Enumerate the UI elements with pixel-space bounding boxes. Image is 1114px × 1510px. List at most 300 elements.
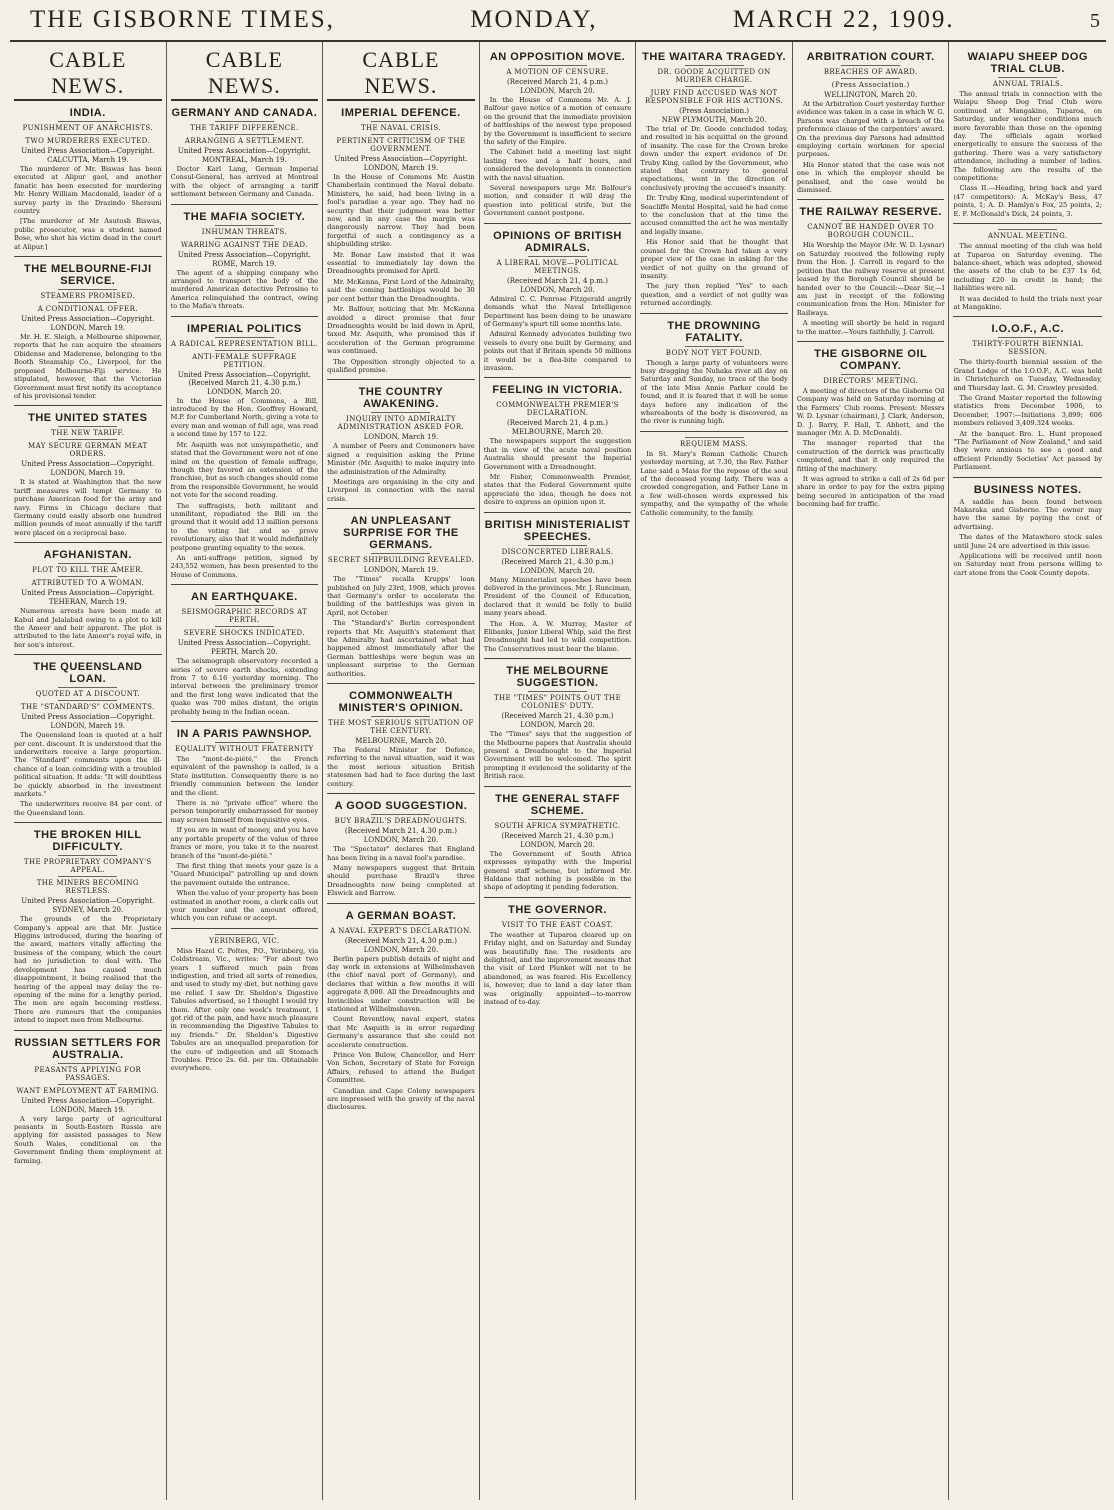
article-paragraph: The "Times" recalls Krupps' loan published on July 23rd, 1908, which proves that Germany's order to accelerate the building of the battleships was given in April, not October. <box>327 575 475 617</box>
divider <box>371 121 430 122</box>
divider <box>371 924 430 925</box>
article-dateline: LONDON, March 20. <box>363 836 439 845</box>
divider <box>685 437 744 438</box>
article-separator <box>171 584 319 585</box>
article-separator <box>171 928 319 929</box>
article-subheading: ANTI-FEMALE SUFFRAGE PETITION. <box>192 352 297 369</box>
article-paragraph: Mr. McKenna, First Lord of the Admiralty, said the coming battleships would be 30 per cent better than the Dreadnoughts. <box>327 277 475 303</box>
article-headline: THE GOVERNOR. <box>508 903 607 916</box>
divider <box>215 121 274 122</box>
article-headline: THE MELBOURNE-FIJI SERVICE. <box>24 263 152 288</box>
article-subheading: DISCONCERTED LIBERALS. <box>501 547 614 556</box>
article-subheading: THE "TIMES" POINTS OUT THE COLONIES' DUTY. <box>493 694 622 711</box>
article-subheading: (Press Association.) <box>831 81 910 89</box>
article-separator <box>327 903 475 904</box>
divider <box>215 238 274 239</box>
article <box>14 661 162 817</box>
article-paragraph: Doctor Karl Lang, German Imperial Consul-General, has arrived at Montreal with the object of arranging a tariff settlement between Germany and Canada. <box>170 165 319 199</box>
article-paragraph: The seismograph observatory recorded a series of severe earth shocks, extending from 7 to 6.16 yesterday morning. The interval between the preliminary tremor and the first long wave indicated that the quake was 700 miles distant, the origin probably being in the Indian ocean. <box>170 657 319 716</box>
article-separator <box>327 793 475 794</box>
article-credit: (Press Association.) <box>679 107 750 115</box>
article-paragraph: The agent of a shipping company who arranged to transport the body of the murdered American detective Petrosino to America relinquished the contract, owing to the Mafia's threats. <box>170 268 319 311</box>
article <box>327 910 475 1112</box>
article-subheading: THE NAVAL CRISIS. <box>360 124 441 132</box>
divider <box>841 65 900 66</box>
divider <box>58 563 117 564</box>
article <box>14 412 162 537</box>
article-separator <box>171 204 319 205</box>
article-paragraph: Numerous arrests have been made at Kabul and Jelalabad owing to a plot to kill the Ameer and heir apparent. The plot is attributed to the late Ameer's royal wife, in her son's interest. <box>14 607 162 649</box>
article-separator <box>953 223 1102 224</box>
article-paragraph: The Federal Minister for Defence, referring to the naval situation, said it was the most serious situation British statesmen had had to face during the last century. <box>327 746 475 788</box>
article-paragraph: The "Times" says that the suggestion of the Melbourne papers that Australia should present a Dreadnought to the Imperial Government will be welcomed. The spirit prompting it evidenced the solidarity of the British race. <box>483 730 632 781</box>
article-dateline: NEW PLYMOUTH, March 20. <box>661 116 767 124</box>
masthead-title: THE GISBORNE TIMES, <box>30 6 335 33</box>
article-headline: THE QUEENSLAND LOAN. <box>33 661 143 686</box>
article-paragraph: The Cabinet held a meeting last night lasting two and a half hours, and considered the developments in connection with the naval situation. <box>483 148 632 182</box>
article <box>953 323 1102 471</box>
article-paragraph: The Hon. A. W. Murray, Master of Elibanks, Junior Liberal Whip, said the first Dreadnought had led to wild competition. The Conservatives must bear the blame. <box>483 619 632 653</box>
article-separator <box>640 313 788 314</box>
article-credit: (Received March 21, 4.30 p.m.) <box>501 831 614 840</box>
article <box>797 51 945 194</box>
article-subheading: PEASANTS APPLYING FOR PASSAGES. <box>34 1065 142 1082</box>
article-paragraph: There is no "private office" where the person temporarily embarrassed for money may screen himself from inquisitive eyes. <box>170 799 319 824</box>
divider <box>528 918 587 919</box>
article-credit: United Press Association—Copyright. <box>334 155 468 163</box>
article-credit: United Press Association—Copyright. <box>21 897 155 906</box>
article <box>171 728 319 923</box>
article-headline: THE UNITED STATES <box>28 412 148 425</box>
article-headline: A GERMAN BOAST. <box>345 909 457 922</box>
article-headline: THE BROKEN HILL DIFFICULTY. <box>33 829 142 854</box>
article-headline: IMPERIAL POLITICS <box>187 322 302 335</box>
article-subheading: THE "STANDARD'S" COMMENTS. <box>20 703 155 712</box>
article-headline: THE GENERAL STAFF SCHEME. <box>495 792 620 817</box>
article-paragraph: An anti-suffrage petition, signed by 243,552 women, has been presented to the House of Commons. <box>170 553 319 579</box>
article-subheading: BODY NOT YET FOUND. <box>665 348 763 357</box>
article-subheading: ARRANGING A SETTLEMENT. <box>184 137 304 145</box>
article-subheading: INQUIRY INTO ADMIRALTY ADMINISTRATION ASKED FOR. <box>337 415 465 432</box>
divider <box>998 229 1057 230</box>
article <box>484 384 632 506</box>
article-paragraph: A saddle has been found between Makaraka and Gisborne. The owner may have the same by paying the cost of advertising. <box>953 497 1103 531</box>
article-paragraph: The Opposition strongly objected to a qualified promise. <box>327 357 475 374</box>
article-paragraph: Mr. H. E. Sleigh, a Melbourne shipowner, reports that he can acquire the steamers Obidense and Maderense, belonging to the Booth Steamship Co., Liverpool, for the proposed Melbourne-Fiji service. He stipulated, however, that the Victorian Government must first notify its acceptance of his provisional tender. <box>14 333 162 400</box>
article-separator <box>484 377 632 378</box>
divider <box>215 605 274 606</box>
article <box>14 1037 162 1165</box>
article-dateline: LONDON, March 20. <box>207 387 282 396</box>
article-subheading: INHUMAN THREATS. <box>201 227 287 236</box>
article-paragraph: His Honor said that he thought that counsel for the Crown had taken a very proper view of the case in asking for the verdict of not guilty on the ground of insanity. <box>640 238 788 280</box>
article <box>953 51 1102 218</box>
article-paragraph: Berlin papers publish details of night and day work in extensions at Wilhelmshaven (the chief naval port of Germany), and declares that within a few months it will aggregate 8,000. All the Dreadnoughts and Invincibles under construction will be stationed at Wilhelmshaven. <box>327 954 475 1013</box>
article-separator <box>640 431 788 432</box>
article <box>14 263 162 400</box>
article-subheading: ANNUAL TRIALS. <box>992 80 1063 88</box>
article-credit: United Press Association—Copyright. <box>21 713 155 722</box>
article-credit: (Received March 21, 4 p.m.) <box>507 419 608 428</box>
article-paragraph: In the House of Commons Mr. Austin Chamberlain continued the Naval debate. Ministers, he said, had been living in a fool's paradise a year ago. They had no security that their judgment was better now, and in any case the margin was dangerously narrow. They had been forgetful of such a contingency as a shipbuilding strike. <box>327 173 475 249</box>
divider <box>58 576 117 577</box>
article <box>797 348 945 509</box>
article-paragraph: The grounds of the Proprietary Company's appeal are that Mr. Justice Higgins introduced, during the hearing of the award, matters vitally affecting the business of the company, which the court had no jurisdiction to deal with. The development has caused much disappointment, it being realised that the hearing of the appeal may delay the re-opening of the mine for a lengthy period. The men are again becoming restless. There are rumours that the companies intend to import men from Melbourne. <box>14 915 162 1025</box>
article-paragraph: Many Ministerialist speeches have been delivered in the provinces. Mr. J. Runciman, President of the Council of Education, declared that it would be folly to build many years ahead. <box>483 575 632 618</box>
article-paragraph: Meetings are organising in the city and Liverpool in connection with the naval crisis. <box>327 477 475 503</box>
divider <box>371 412 430 413</box>
article-subheading: A LIBERAL MOVE—POLITICAL MEETINGS. <box>496 258 619 275</box>
article-paragraph: The newspapers support the suggestion that in view of the acute naval position Australia should present the Imperial Government with a Dreadnought. <box>483 437 632 471</box>
article <box>171 323 319 580</box>
article-credit: (Received March 21, 4.30 p.m.) <box>344 827 457 836</box>
divider <box>685 86 744 87</box>
article-credit: (Received March 21, 4.30 p.m.) <box>501 712 614 721</box>
article-paragraph: Count Reventlow, naval expert, states that Mr. Asquith is in error regarding Germany's assurance that she could not accelerate construction. <box>327 1015 475 1049</box>
article <box>327 515 475 678</box>
article <box>484 793 632 892</box>
article-credit: (Received March 21, 4 p.m.) <box>507 78 608 86</box>
article <box>14 549 162 649</box>
article-separator <box>327 683 475 684</box>
article-headline: RUSSIAN SETTLERS FOR AUSTRALIA. <box>14 1036 161 1061</box>
article <box>327 107 475 374</box>
divider <box>685 65 744 66</box>
divider <box>528 691 587 692</box>
article-headline: I.O.O.F., A.C. <box>991 323 1065 336</box>
article-subheading: A NAVAL EXPERT'S DECLARATION. <box>330 926 472 935</box>
article-dateline: ROME, March 19. <box>212 259 277 268</box>
article-credit: (Received March 21, 4.30 p.m.) <box>344 936 457 945</box>
article-headline: GERMANY AND CANADA. <box>171 107 318 119</box>
article-paragraph: His Worship the Mayor (Mr. W. D. Lysnar) on Saturday received the following reply from the Hon. J. Carroll in regard to the petition that the railway reserve at present leased by the Borough Council should be handed over to the Council:—Dear Sir,—I am just in receipt of the following communication from the Hon. Minister for Railways. <box>796 241 945 317</box>
article-subheading: YERINBERG, VIC. <box>209 936 280 945</box>
divider <box>215 934 274 935</box>
article-paragraph: Prince Von Bulow, Chancellor, and Herr Von Schon, Secretary of State for Foreign Affairs, refused to attend the Budget Committee. <box>327 1051 475 1085</box>
article-separator <box>484 223 632 224</box>
article-separator <box>171 721 319 722</box>
article-separator <box>484 658 632 659</box>
article-subheading: PUNISHMENT OF ANARCHISTS. <box>22 124 153 132</box>
article-paragraph: It was agreed to strike a call of 2s 6d per share in order to pay for the extra piping being secured in anticipation of the road becoming bad for traffic. <box>796 475 945 509</box>
article-paragraph: His Honor stated that the case was not one in which the employer should be penalised, and the case would be dismissed. <box>796 160 945 195</box>
article-paragraph: The "Spectator" declares that England has been living in a naval fool's paradise. <box>327 845 475 862</box>
article-paragraph: The Queensland loan is quoted at a half per cent. discount. It is understood that the underwriters receive a large proportion. The "Standard" comments upon the ill-chance of a loan coinciding with a troubled political situation. It adds: "It will doubtless be quickly absorbed in the investment markets." <box>14 731 162 799</box>
article-dateline: LONDON, March 19. <box>363 566 439 575</box>
article-dateline: LONDON, March 19. <box>363 164 439 172</box>
divider <box>58 1084 117 1085</box>
article-dateline: TEHERAN, March 19. <box>48 598 127 607</box>
article-credit: United Press Association—Copyright. <box>21 460 155 469</box>
article-paragraph: The annual meeting of the club was held at Tuparoa on Saturday evening. The balance-sheet, which was adopted, showed the assets of the club to be £37 1s 6d, including £20 in credit in hand; the liabilities were nil. <box>953 242 1103 293</box>
article-paragraph: Many newspapers suggest that Britain should purchase Brazil's three Dreadnoughts now being completed at Elswick and Barrow. <box>327 863 475 898</box>
article-paragraph: Mr. Balfour, noticing that Mr. McKenna avoided a direct promise that four Dreadnoughts would be laid down in April, taxed Mr. Asquith, who promised this if acceleration of the German programme was continued. <box>327 305 475 356</box>
article-dateline: SYDNEY, March 20. <box>52 906 124 915</box>
article-dateline: LONDON, March 20. <box>520 840 595 849</box>
article-subheading: A MOTION OF CENSURE. <box>506 68 609 76</box>
article-paragraph: The trial of Dr. Goode concluded today, and resulted in his acquittal on the ground of insanity. The case for the Crown broke down under the expert evidence of Dr. Truby King, called by the Government, who stated that contrary to general expectations, went in the direction of conclusively proving the accused's insanity. <box>640 125 788 192</box>
masthead <box>10 6 1106 42</box>
cable-news-banner: CABLE NEWS. <box>327 47 475 101</box>
article-subheading: BREACHES OF AWARD. <box>823 68 918 76</box>
article-subheading: THIRTY-FOURTH BIENNIAL SESSION. <box>972 340 1084 357</box>
article-paragraph: The suffragists, both militant and unmilitant, repudiated the Bill on the ground that it would add 13 million persons to the voting list and so prove revolutionary, also that it would indefinitely postpone granting equality to the sexes. <box>170 501 319 552</box>
article-dateline: LONDON, March 20. <box>520 721 595 730</box>
article-paragraph: The Government of South Africa expresses sympathy with the Imperial general staff scheme, but informed Mr. Haldane that nothing is possible in the shape of adopting it pending federation. <box>483 849 632 892</box>
article-subheading: CANNOT BE HANDED OVER TO BOROUGH COUNCIL. <box>807 223 935 240</box>
article-separator <box>14 405 162 406</box>
article-dateline: MELBOURNE, March 20. <box>355 737 447 746</box>
article-subheading: JURY FIND ACCUSED WAS NOT RESPONSIBLE FOR HIS ACTIONS. <box>645 89 784 105</box>
article-dateline: LONDON, March 20. <box>520 566 595 575</box>
article-credit: United Press Association—Copyright. <box>21 589 155 598</box>
article-headline: BRITISH MINISTERIALIST SPEECHES. <box>484 518 631 543</box>
article-credit: United Press Association—Copyright. <box>177 250 311 259</box>
article <box>171 591 319 716</box>
article-headline: AN OPPOSITION MOVE. <box>489 51 626 63</box>
column <box>167 42 324 1500</box>
article-paragraph: In the House of Commons Mr. A. J. Balfour gave notice of a motion of censure on the ground that the immediate provision of battleships of the newest type proposed by the Government is insufficient to secure the safety of the Empire. <box>483 96 632 147</box>
article-subheading: QUOTED AT A DISCOUNT. <box>35 690 140 699</box>
article-paragraph: The murderer of Mr. Biswas has been executed at Alipur gaol, and another fanatic has been executed for murdering Mr. Henry William Macdonald, leader of a survey party in the Drazindo Sherauni country. <box>14 165 162 216</box>
article-paragraph: [The murderer of Mr Asutosh Biswas, public prosecutor, was a student named Bose, who shot his victim dead in the court at Alipur.] <box>14 217 162 251</box>
article-subheading: THE NEW TARIFF. <box>51 429 125 438</box>
article-separator <box>797 341 945 342</box>
article-subheading: EQUALITY WITHOUT FRATERNITY <box>175 745 314 754</box>
divider <box>58 855 117 856</box>
article-paragraph: Though a large party of volunteers were busy dragging the Nuhaka river all day on Saturday and Sunday, no trace of the body of the late Miss Annie Parker could be found, and it is feared that it will be some days before any indication of the whereabouts of the body is discovered, as the river is running high. <box>640 358 788 426</box>
article <box>171 107 319 199</box>
article-paragraph: Applications will be received until noon on Saturday next from persons willing to cart stone from the Cook County depots. <box>953 552 1103 577</box>
article-dateline: WELLINGTON, March 20. <box>824 91 918 99</box>
article-subheading: PLOT TO KILL THE AMEER. <box>32 566 144 575</box>
divider <box>58 687 117 688</box>
article-credit: (Received March 21, 4.30 p.m.) <box>501 557 614 566</box>
divider <box>998 337 1057 338</box>
article-paragraph: A very large party of agricultural peasants in South-Eastern Russia are applying for assisted passages to New South Wales, conditional on the Government finding them employment at farming. <box>14 1114 162 1165</box>
masthead-date: MARCH 22, 1909. <box>732 6 955 33</box>
article-subheading: THE TARIFF DIFFERENCE. <box>190 124 299 132</box>
article-separator <box>797 199 945 200</box>
article <box>327 690 475 788</box>
article-headline: THE GISBORNE OIL COMPANY. <box>814 347 928 372</box>
column <box>636 42 793 1500</box>
article-paragraph: At the Arbitration Court yesterday further evidence was taken in a case in which W. G. Parsons was charged with a breach of the preference clause of the carpenters' award. On the previous day Parsons had admitted employing certain workmen for special purposes. <box>796 100 945 159</box>
divider <box>58 1063 117 1064</box>
article-paragraph: Mr. Fisher, Commonwealth Premier, states that the Federal Government quite appreciate the idea, though he does not desire to express an opinion upon it. <box>483 472 632 507</box>
article-headline: THE WAITARA TRAGEDY. <box>642 51 787 63</box>
article-paragraph: The manager reported that the construction of the derrick was practically completed, and that it only required the fitting of the machinery. <box>796 439 945 473</box>
columns <box>10 42 1106 1500</box>
article-paragraph: A meeting will shortly be held in regard to the matter.—Yours faithfully, J. Carroll. <box>796 319 945 336</box>
article-paragraph: The first thing that meets your gaze is a "Guard Municipal" patrolling up and down the pavement outside the entrance. <box>170 861 319 887</box>
column <box>949 42 1106 1500</box>
article-paragraph: Mr. Bonar Law insisted that it was essential to immediately lay down the Dreadnoughts promised for April. <box>327 250 475 276</box>
article-subheading: VISIT TO THE EAST COAST. <box>501 920 614 929</box>
article-headline: INDIA. <box>69 107 106 119</box>
article-dateline: LONDON, March 19. <box>50 722 126 731</box>
article-headline: WAIAPU SHEEP DOG TRIAL CLUB. <box>967 51 1088 75</box>
article-subheading: ATTRIBUTED TO A WOMAN. <box>31 579 145 588</box>
article-separator <box>14 256 162 257</box>
article-headline: IN A PARIS PAWNSHOP. <box>176 728 312 741</box>
article <box>484 51 632 218</box>
article-paragraph: Admiral C. C. Penrose Fitzgerald angrily demands what the Naval Intelligence Department has been doing to be unaware of Germany's spurt till some months late. <box>483 294 632 328</box>
divider <box>841 374 900 375</box>
divider <box>215 225 274 226</box>
divider <box>215 350 274 351</box>
article-subheading: REQUIEM MASS. <box>680 439 749 448</box>
divider <box>528 398 587 399</box>
article-headline: OPINIONS OF BRITISH ADMIRALS. <box>493 229 622 254</box>
article-paragraph: The jury then replied "Yes" to each question, and a verdict of not guilty was returned accordingly. <box>640 282 788 308</box>
article-subheading: ANNUAL MEETING. <box>988 232 1068 241</box>
divider <box>58 876 117 877</box>
article <box>14 829 162 1024</box>
column <box>793 42 950 1500</box>
article-paragraph: In St. Mary's Roman Catholic Church yesterday morning, at 7.30, the Rev. Father Lane said a Mass for the repose of the soul of the deceased young lady. There was a crowded congregation, and Father Lane in a few well-chosen words expressed his sympathy, and the sympathy of the whole Catholic community, to the family. <box>640 449 788 517</box>
divider <box>371 716 430 717</box>
article-dateline: MELBOURNE, March 20. <box>511 428 604 437</box>
article <box>953 229 1102 311</box>
article-paragraph: At the banquet Bro. L. Hunt proposed "The Parliament of New Zealand," and said they were anxious to see a good and efficient Friendly Societies' Act passed by Parliament. <box>953 429 1103 472</box>
article <box>171 934 319 1073</box>
divider <box>58 439 117 440</box>
article-paragraph: The annual trials in connection with the Waiapu Sheep Dog Trial Club were continued at Mangakino, Tuparoa, on Saturday, under weather conditions much more favorable than those on the opening day. The officials again worked energetically to ensure the success of the gathering. There was a very satisfactory attendance, including a number of ladies. The following are the results of the competitions: <box>953 90 1103 183</box>
article <box>484 904 632 1007</box>
article-subheading: DIRECTORS' MEETING. <box>823 376 919 385</box>
article <box>640 437 788 517</box>
article-paragraph: The underwriters receive 84 per cent. of the Queensland loan. <box>14 800 162 817</box>
article-headline: FEELING IN VICTORIA. <box>492 384 623 397</box>
article-subheading: A RADICAL REPRESENTATION BILL. <box>171 339 318 348</box>
article-headline: ARBITRATION COURT. <box>806 51 935 63</box>
divider <box>528 545 587 546</box>
article-headline: A GOOD SUGGESTION. <box>334 800 468 813</box>
article-credit: United Press Association—Copyright. <box>21 1096 155 1105</box>
article-dateline: LONDON, March 19. <box>50 1105 126 1114</box>
article-separator <box>484 512 632 513</box>
divider <box>528 65 587 66</box>
article-paragraph: The "Standard's" Berlin correspondent reports that Mr. Asquith's statement that the Admiralty had ascertained what had happened almost immediately after the German battleships were begun was an unpleasant surprise to the German authorities. <box>327 619 475 678</box>
article-headline: COMMONWEALTH MINISTER'S OPINION. <box>338 690 464 715</box>
divider <box>58 426 117 427</box>
article-subheading: SOUTH AFRICA SYMPATHETIC. <box>494 821 621 830</box>
article-paragraph: The dates of the Matawhero stock sales until June 24 are advertised in this issue. <box>953 533 1103 550</box>
divider <box>215 626 274 627</box>
article-credit: United Press Association—Copyright. <box>177 639 311 648</box>
article-paragraph: Class II.—Heading, bring back and yard (47 competitors): A. McKay's Bess, 47 points, 1; A. D. Hamlyn's Fox, 25 points, 2; E. F. McDonald's Dick, 24 points, 3. <box>953 184 1103 218</box>
article <box>14 107 162 251</box>
article-subheading: THE PROPRIETARY COMPANY'S APPEAL. <box>23 858 152 875</box>
article <box>640 51 788 308</box>
article-headline: AN EARTHQUAKE. <box>191 591 298 604</box>
article-separator <box>953 477 1102 478</box>
article-separator <box>327 508 475 509</box>
article-headline: AFGHANISTAN. <box>43 549 132 562</box>
article-paragraph: The Grand Master reported the following statistics from December 1906, to December, 1907:—Initiations 3,899; 606 members relieved 3,409.324 weeks. <box>953 393 1103 428</box>
article-paragraph: Dr. Truby King, medical superintendent of Seacliffe Mental Hospital, said he had come to the conclusion that at the time the accused committed the act he was mentally and legally insane. <box>640 194 788 236</box>
article-paragraph: If you are in want of money, and you have any portable property of the value of three francs or more, you take it to the nearest branch of the "mont-de-piété." <box>170 826 319 860</box>
article-dateline: LONDON, March 19. <box>363 433 439 442</box>
article-paragraph: A meeting of directors of the Gisborne Oil Company was held on Saturday morning at the Farmers' Club rooms. Present: Messrs W. D. Lysnar (chairman), J. Clark, Anderson, D. J. Barry, F. Hall, T. Abbott, and the manager (Mr. A. D. McDonald). <box>796 386 945 437</box>
article-headline: THE COUNTRY AWAKENING. <box>358 386 444 411</box>
article-paragraph: The thirty-fourth biennial session of the Grand Lodge of the I.O.O.F., A.C. was held in Christchurch on Tuesday, Wednesday, and Thursday last. G. M. Crawley presided. <box>953 358 1103 392</box>
article-subheading: BUY BRAZIL'S DREADNOUGHTS. <box>334 817 468 826</box>
article-headline: THE DROWNING FATALITY. <box>667 319 761 344</box>
article <box>484 665 632 780</box>
article-credit: United Press Association—Copyright. (Received March 21, 4.30 p.m.) <box>177 370 311 387</box>
divider <box>58 302 117 303</box>
article-subheading: TWO MURDERERS EXECUTED. <box>25 137 151 145</box>
divider <box>215 742 274 743</box>
article-subheading: SECRET SHIPBUILDING REVEALED. <box>327 556 475 565</box>
column <box>10 42 167 1500</box>
article-subheading: STEAMERS PROMISED. <box>40 292 136 301</box>
article <box>797 206 945 335</box>
article-separator <box>171 316 319 317</box>
divider <box>58 134 117 135</box>
column <box>323 42 480 1500</box>
divider <box>58 700 117 701</box>
article-separator <box>484 786 632 787</box>
article-subheading: WANT EMPLOYMENT AT FARMING. <box>16 1086 160 1095</box>
article-credit: United Press Association—Copyright. <box>21 315 155 324</box>
article-subheading: SEISMOGRAPHIC RECORDS AT PERTH. <box>181 608 308 625</box>
article-separator <box>14 822 162 823</box>
article <box>171 211 319 311</box>
article-paragraph: In the House of Commons, a Bill, introduced by the Hon. Geoffrey Howard, M.P. for Cumberland North, giving a vote to every man and woman of full age, was read a second time by 157 to 122. <box>170 396 319 439</box>
divider <box>371 553 430 554</box>
article-dateline: LONDON, March 19. <box>50 324 126 333</box>
cable-news-banner: CABLE NEWS. <box>14 47 162 101</box>
article-paragraph: The weather at Tuparoa cleared up on Friday night, and on Saturday and Sunday was beautifully fine. The residents are delighted, and the improvement means that the visit of Lord Plunket will not to be abandoned, as was feared. His Excellency is, however, due to land a day later than was originally appointed—to-morrow instead of to-day. <box>483 930 632 1006</box>
article-headline: AN UNPLEASANT SURPRISE FOR THE GERMANS. <box>343 515 459 552</box>
masthead-day: MONDAY, <box>470 6 598 33</box>
article-headline: IMPERIAL DEFENCE. <box>341 107 461 119</box>
article-subheading: MAY SECURE GERMAN MEAT ORDERS. <box>28 442 148 459</box>
article-subheading: WARRING AGAINST THE DEAD. <box>180 240 308 249</box>
article-credit: United Press Association—Copyright. <box>21 147 155 155</box>
article <box>640 320 788 426</box>
article-paragraph: Several newspapers urge Mr. Balfour's motion, and consider it will drag the question into political strife, but the Government cannot postpone. <box>483 184 632 218</box>
article-subheading: THE MOST SERIOUS SITUATION OF THE CENTURY. <box>328 719 474 736</box>
article-credit: (Received March 21, 4 p.m.) <box>507 276 608 285</box>
article-paragraph: A number of Peers and Commoners have signed a requisition asking the Prime Minister (Mr. Asquith) to make inquiry into the administration of the Admiralty. <box>327 442 475 476</box>
article <box>484 519 632 654</box>
divider <box>58 121 117 122</box>
divider <box>371 134 430 135</box>
article <box>327 800 475 897</box>
divider <box>685 346 744 347</box>
article-subheading: DR. GOODE ACQUITTED ON MURDER CHARGE. <box>657 68 771 84</box>
article-dateline: MONTREAL, March 19. <box>202 156 287 164</box>
column <box>480 42 637 1500</box>
article <box>953 484 1102 578</box>
divider <box>841 220 900 221</box>
article-subheading: COMMONWEALTH PREMIER'S DECLARATION. <box>496 401 619 418</box>
article <box>327 386 475 503</box>
article-separator <box>14 542 162 543</box>
divider <box>998 77 1057 78</box>
article-paragraph: It was decided to hold the trials next year at Mangakino. <box>953 294 1103 311</box>
article-dateline: LONDON, March 20. <box>363 945 439 954</box>
divider <box>215 337 274 338</box>
divider <box>841 78 900 79</box>
article-paragraph: When the value of your property has been estimated in another room, a clerk calls out your number and the amount offered, which you can refuse or accept. <box>170 889 319 923</box>
article-headline: THE MELBOURNE SUGGESTION. <box>506 665 609 690</box>
article-paragraph: It is stated at Washington that the new tariff measures will tempt Germany to purchase American food for the army and navy. Firms in Chicago declare that Germany could easily absorb one hundred million pounds of meat annually if the tariff were placed on a reciprocal base. <box>14 478 162 537</box>
